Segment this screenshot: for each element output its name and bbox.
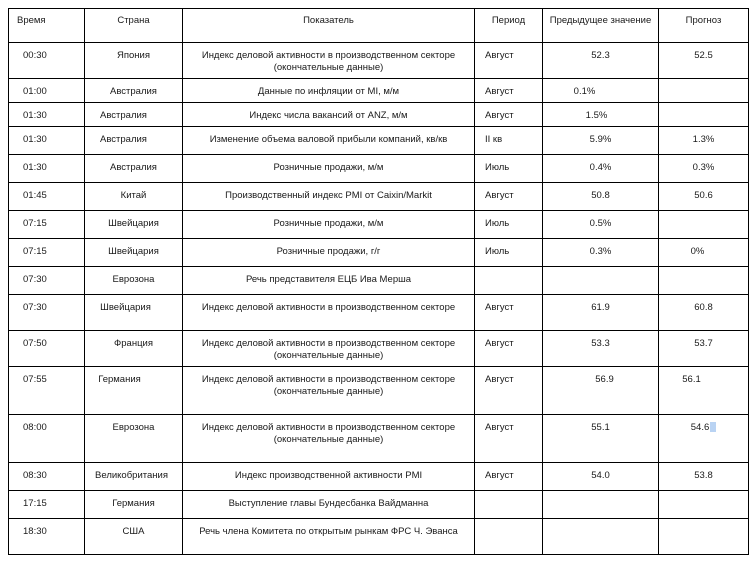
cell-time: [9, 463, 85, 491]
table-row: [9, 367, 749, 415]
cell-period-text: Август: [485, 302, 514, 313]
cell-indicator: [183, 463, 475, 491]
cell-time: [9, 367, 85, 415]
cell-forecast: [659, 463, 749, 491]
cell-period-text: Июль: [485, 246, 510, 257]
cell-forecast: [659, 415, 749, 463]
cell-time: [9, 103, 85, 127]
cell-forecast: [659, 331, 749, 367]
cell-period-text: Август: [485, 190, 514, 201]
cell-indicator: [183, 519, 475, 555]
cell-previous: [543, 267, 659, 295]
cell-time: [9, 155, 85, 183]
cell-indicator-text: Индекс деловой активности в производственном секторе (окончательные данные): [201, 374, 456, 397]
table-row: [9, 519, 749, 555]
cell-period-text: Июль: [485, 218, 510, 229]
cell-forecast-text: 52.5: [694, 50, 713, 61]
cell-country-text: Швейцария: [108, 246, 159, 257]
cell-previous: [543, 155, 659, 183]
cell-time-text: 07:50: [23, 338, 47, 349]
cell-period: [475, 211, 543, 239]
cell-time: [9, 267, 85, 295]
cell-indicator: [183, 267, 475, 295]
cell-time: [9, 239, 85, 267]
table-row: [9, 183, 749, 211]
cell-indicator: [183, 103, 475, 127]
cell-indicator-text: Индекс деловой активности в производственном секторе (окончательные данные): [201, 422, 456, 445]
cell-forecast-text: 53.8: [694, 470, 713, 481]
cell-time: [9, 79, 85, 103]
cell-country-text: Япония: [117, 50, 150, 61]
cell-period: [475, 367, 543, 415]
table-row: [9, 267, 749, 295]
cell-period: [475, 331, 543, 367]
table-header-row: [9, 9, 749, 43]
cell-indicator: [183, 79, 475, 103]
cell-previous-text: 55.1: [591, 422, 610, 433]
cell-forecast-text: 1.3%: [692, 134, 715, 145]
cell-previous-text: 61.9: [591, 302, 610, 313]
cell-previous-text: 0.5%: [589, 218, 612, 229]
cell-time-text: 07:30: [23, 302, 47, 313]
cell-country: [85, 127, 183, 155]
cell-forecast-text: 0.3%: [692, 162, 715, 173]
table-body: [9, 43, 749, 555]
cell-country-text: Австралия: [110, 162, 157, 173]
table-row: [9, 295, 749, 331]
cell-time-text: 07:30: [23, 274, 47, 285]
cell-forecast: [659, 295, 749, 331]
cell-country: [85, 519, 183, 555]
cell-indicator-text: Индекс деловой активности в производственном секторе: [201, 302, 456, 313]
cell-period: [475, 415, 543, 463]
cell-indicator: [183, 295, 475, 331]
cell-country: [85, 239, 183, 267]
cell-forecast: [659, 155, 749, 183]
cell-previous-text: 0.4%: [589, 162, 612, 173]
cell-period: [475, 103, 543, 127]
cell-country: [85, 295, 183, 331]
cell-forecast: [659, 183, 749, 211]
cell-country: [85, 267, 183, 295]
cell-previous-text: 50.8: [591, 190, 610, 201]
cell-time-text: 08:30: [23, 470, 47, 481]
cell-forecast: [659, 79, 749, 103]
cell-previous: [543, 331, 659, 367]
cell-previous-text: 1.5%: [585, 110, 608, 121]
cell-previous-text: 56.9: [595, 374, 614, 385]
cell-indicator-text: Розничные продажи, г/г: [276, 246, 381, 257]
cell-period-text: Август: [485, 86, 514, 97]
table-row: [9, 103, 749, 127]
cell-country: [85, 183, 183, 211]
cell-time-text: 01:00: [23, 86, 47, 97]
cell-time-text: 01:30: [23, 162, 47, 173]
cell-time-text: 01:45: [23, 190, 47, 201]
cell-previous: [543, 211, 659, 239]
cell-time: [9, 519, 85, 555]
cell-period-text: Август: [485, 338, 514, 349]
cell-time-text: 08:00: [23, 422, 47, 433]
cell-period-text: Август: [485, 374, 514, 385]
table-row: [9, 43, 749, 79]
cell-time: [9, 295, 85, 331]
cell-forecast-text: 50.6: [694, 190, 713, 201]
table-row: [9, 79, 749, 103]
text-selection-cursor: [710, 422, 716, 432]
cell-time: [9, 331, 85, 367]
table-row: [9, 239, 749, 267]
cell-country-text: Швейцария: [108, 218, 159, 229]
table-row: [9, 415, 749, 463]
cell-forecast: [659, 211, 749, 239]
cell-previous: [543, 519, 659, 555]
cell-indicator-text: Розничные продажи, м/м: [273, 162, 384, 173]
cell-forecast-text: 0%: [690, 246, 705, 257]
header-time: Время: [9, 9, 85, 43]
cell-country-text: Великобритания: [95, 470, 168, 481]
cell-country: [85, 415, 183, 463]
cell-country-text: Франция: [114, 338, 153, 349]
cell-period-text: Август: [485, 422, 514, 433]
cell-period: [475, 183, 543, 211]
cell-forecast-text: 60.8: [694, 302, 713, 313]
cell-forecast: [659, 127, 749, 155]
cell-period: [475, 79, 543, 103]
cell-country-text: Германия: [98, 374, 141, 385]
cell-country-text: Еврозона: [112, 274, 155, 285]
cell-indicator: [183, 367, 475, 415]
cell-previous: [543, 79, 659, 103]
cell-indicator: [183, 43, 475, 79]
cell-forecast: [659, 367, 749, 415]
cell-country: [85, 103, 183, 127]
cell-indicator-text: Индекс деловой активности в производственном секторе (окончательные данные): [201, 50, 456, 73]
cell-country-text: Австралия: [100, 134, 147, 145]
cell-indicator-text: Розничные продажи, м/м: [273, 218, 384, 229]
header-previous: Предыдущее значение: [543, 9, 659, 43]
cell-country-text: Еврозона: [112, 422, 155, 433]
header-country: Страна: [85, 9, 183, 43]
table-row: [9, 155, 749, 183]
cell-previous: [543, 367, 659, 415]
cell-indicator-text: Индекс деловой активности в производственном секторе (окончательные данные): [201, 338, 456, 361]
cell-period: [475, 463, 543, 491]
cell-country-text: Швейцария: [100, 302, 151, 313]
cell-time: [9, 491, 85, 519]
cell-previous-text: 54.0: [591, 470, 610, 481]
cell-forecast-text: 56.1: [682, 374, 701, 385]
cell-previous: [543, 103, 659, 127]
cell-forecast-text: 54.6: [690, 422, 710, 433]
table-row: [9, 463, 749, 491]
cell-period: [475, 519, 543, 555]
cell-country-text: США: [122, 526, 145, 537]
cell-period: [475, 43, 543, 79]
cell-indicator-text: Производственный индекс PMI от Caixin/Markit: [225, 190, 432, 201]
cell-indicator-text: Изменение объема валовой прибыли компаний, кв/кв: [209, 134, 448, 145]
cell-time-text: 18:30: [23, 526, 47, 537]
cell-indicator-text: Выступление главы Бундесбанка Вайдманна: [228, 498, 429, 509]
header-forecast: Прогноз: [659, 9, 749, 43]
cell-forecast: [659, 43, 749, 79]
cell-previous: [543, 183, 659, 211]
cell-period: [475, 155, 543, 183]
cell-time-text: 17:15: [23, 498, 47, 509]
cell-forecast: [659, 103, 749, 127]
cell-indicator: [183, 155, 475, 183]
header-period: Период: [475, 9, 543, 43]
cell-forecast: [659, 519, 749, 555]
table-row: [9, 491, 749, 519]
cell-period-text: Август: [485, 50, 514, 61]
cell-indicator-text: Индекс числа вакансий от ANZ, м/м: [249, 110, 408, 121]
cell-country: [85, 79, 183, 103]
cell-previous-text: 53.3: [591, 338, 610, 349]
cell-time-text: 01:30: [23, 134, 47, 145]
economic-calendar-table: [8, 8, 749, 555]
cell-country: [85, 211, 183, 239]
cell-period-text: Август: [485, 470, 514, 481]
cell-indicator-text: Речь члена Комитета по открытым рынкам ФРС Ч. Эванса: [199, 526, 458, 537]
cell-period-text: Август: [485, 110, 514, 121]
cell-forecast: [659, 267, 749, 295]
cell-previous-text: 5.9%: [589, 134, 612, 145]
cell-previous: [543, 463, 659, 491]
cell-previous: [543, 239, 659, 267]
cell-indicator: [183, 331, 475, 367]
cell-time-text: 07:15: [23, 218, 47, 229]
table-row: [9, 331, 749, 367]
cell-period: [475, 127, 543, 155]
cell-indicator-text: Индекс производственной активности PMI: [234, 470, 423, 481]
cell-forecast: [659, 491, 749, 519]
cell-time: [9, 211, 85, 239]
cell-period: [475, 267, 543, 295]
cell-period-text: Июль: [485, 162, 510, 173]
cell-time: [9, 183, 85, 211]
cell-previous: [543, 415, 659, 463]
cell-country: [85, 155, 183, 183]
cell-period-text: II кв: [485, 134, 503, 145]
header-indicator: Показатель: [183, 9, 475, 43]
cell-country-text: Австралия: [100, 110, 147, 121]
cell-country-text: Китай: [120, 190, 147, 201]
cell-indicator: [183, 239, 475, 267]
cell-indicator: [183, 183, 475, 211]
cell-time: [9, 43, 85, 79]
cell-indicator: [183, 491, 475, 519]
cell-period: [475, 239, 543, 267]
cell-time-text: 07:15: [23, 246, 47, 257]
cell-previous-text: 0.1%: [573, 86, 596, 97]
cell-country: [85, 367, 183, 415]
cell-time-text: 00:30: [23, 50, 47, 61]
cell-country-text: Германия: [112, 498, 155, 509]
cell-forecast-text: 53.7: [694, 338, 713, 349]
table-row: [9, 211, 749, 239]
cell-time-text: 01:30: [23, 110, 47, 121]
table-row: [9, 127, 749, 155]
cell-indicator: [183, 415, 475, 463]
cell-previous: [543, 295, 659, 331]
cell-previous-text: 52.3: [591, 50, 610, 61]
cell-indicator: [183, 211, 475, 239]
cell-period: [475, 491, 543, 519]
cell-country: [85, 491, 183, 519]
cell-indicator-text: Данные по инфляции от MI, м/м: [257, 86, 400, 97]
cell-time: [9, 415, 85, 463]
cell-time: [9, 127, 85, 155]
cell-period: [475, 295, 543, 331]
cell-country-text: Австралия: [110, 86, 157, 97]
cell-time-text: 07:55: [23, 374, 47, 385]
cell-indicator: [183, 127, 475, 155]
cell-previous: [543, 127, 659, 155]
cell-previous-text: 0.3%: [589, 246, 612, 257]
cell-country: [85, 43, 183, 79]
cell-previous: [543, 491, 659, 519]
cell-country: [85, 463, 183, 491]
cell-forecast: [659, 239, 749, 267]
cell-country: [85, 331, 183, 367]
cell-indicator-text: Речь представителя ЕЦБ Ива Мерша: [245, 274, 412, 285]
cell-previous: [543, 43, 659, 79]
